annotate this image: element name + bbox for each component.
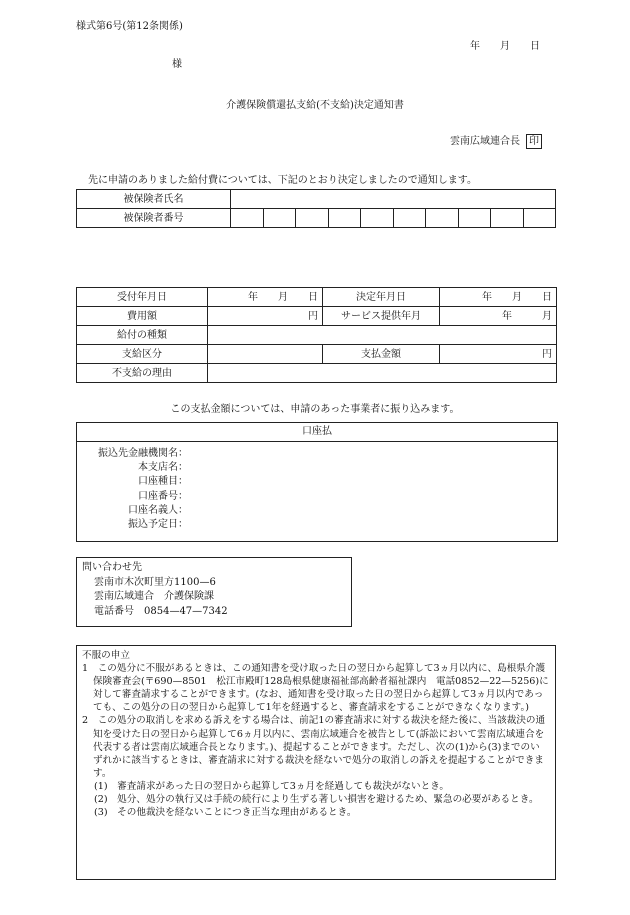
number-cell bbox=[523, 209, 556, 228]
number-cell bbox=[458, 209, 491, 228]
contact-address: 雲南市木次町里方1100—6 bbox=[94, 576, 216, 588]
insured-number-label: 被保険者番号 bbox=[77, 209, 231, 228]
date-line: 年 月 日 bbox=[470, 41, 540, 52]
account-field-holder: 口座名義人： bbox=[128, 504, 188, 516]
number-cell bbox=[491, 209, 524, 228]
number-cell bbox=[426, 209, 459, 228]
payment-amount-value: 円 bbox=[440, 345, 557, 364]
contact-title: 問い合わせ先 bbox=[82, 562, 142, 573]
nonpay-reason-label: 不支給の理由 bbox=[77, 364, 208, 383]
seal-stamp: 印 bbox=[526, 134, 542, 149]
account-fields bbox=[83, 447, 188, 532]
appeal-title: 不服の申立 bbox=[82, 650, 130, 661]
account-box bbox=[76, 422, 558, 542]
nonpay-reason-value bbox=[208, 364, 557, 383]
document-title: 介護保険償還払支給(不支給)決定通知書 bbox=[226, 100, 404, 111]
issuer-name: 雲南広域連合長 bbox=[450, 136, 520, 147]
appeal-box bbox=[76, 645, 556, 880]
appeal-paragraph-2: 2 この処分の取消しを求める訴えをする場合は、前記1の審査請求に対する裁決を経た後に、当該裁決の通知を受けた日の翌日から起算して6ヵ月以内に、雲南広域連合を被告として(訴訟において雲南広域連合を代表する者は雲南広域連合長となります。)、提起することができます。ただし、次の(1)から(3)までのいずれかに該当するときは、審査請求に対する裁決を経ないで処分の取消しの訴えを提起することができます。 bbox=[82, 715, 546, 779]
contact-box bbox=[76, 557, 352, 627]
payment-amount-label: 支払金額 bbox=[323, 345, 440, 364]
decided-date-value: 年 月 日 bbox=[440, 288, 557, 307]
cost-value: 円 bbox=[208, 307, 323, 326]
transfer-note: この支払金額については、申請のあった事業者に振り込みます。 bbox=[170, 404, 460, 415]
number-cell bbox=[361, 209, 394, 228]
account-field-number: 口座番号： bbox=[138, 490, 188, 502]
intro-text: 先に申請のありました給付費については、下記のとおり決定しましたので通知します。 bbox=[88, 175, 477, 186]
decided-date-label: 決定年月日 bbox=[323, 288, 440, 307]
appeal-item-3: (3) その他裁決を経ないことにつき正当な理由があるとき。 bbox=[94, 807, 357, 819]
decision-table bbox=[76, 287, 557, 383]
received-date-label: 受付年月日 bbox=[77, 288, 208, 307]
service-month-label: サービス提供年月 bbox=[323, 307, 440, 326]
insured-table bbox=[76, 189, 556, 228]
payment-class-label: 支給区分 bbox=[77, 345, 208, 364]
issuer-line bbox=[450, 134, 542, 149]
account-field-date: 振込予定日： bbox=[128, 519, 188, 531]
payment-class-value bbox=[208, 345, 323, 364]
number-cell bbox=[296, 209, 329, 228]
insured-number-row bbox=[77, 209, 556, 228]
account-header: 口座払 bbox=[77, 423, 557, 442]
number-cell bbox=[328, 209, 361, 228]
account-field-type: 口座種目： bbox=[138, 476, 188, 488]
contact-department: 雲南広域連合 介護保険課 bbox=[94, 591, 214, 602]
service-month-value: 年 月 bbox=[440, 307, 557, 326]
number-cell bbox=[263, 209, 296, 228]
account-field-branch: 本支店名： bbox=[138, 462, 188, 474]
addressee-suffix: 様 bbox=[172, 59, 182, 70]
cost-label: 費用額 bbox=[77, 307, 208, 326]
appeal-item-2: (2) 処分、処分の執行又は手続の続行により生ずる著しい損害を避けるため、緊急の必要があるとき。 bbox=[94, 794, 539, 806]
benefit-type-value bbox=[208, 326, 557, 345]
benefit-type-label: 給付の種類 bbox=[77, 326, 208, 345]
account-field-bank: 振込先金融機関名： bbox=[98, 448, 188, 459]
form-number: 様式第6号(第12条関係) bbox=[76, 21, 183, 32]
received-date-value: 年 月 日 bbox=[208, 288, 323, 307]
number-cell bbox=[231, 209, 264, 228]
insured-name-value bbox=[231, 190, 556, 209]
contact-phone: 電話番号 0854—47—7342 bbox=[94, 605, 228, 617]
number-cell bbox=[393, 209, 426, 228]
appeal-paragraph-1: 1 この処分に不服があるときは、この通知書を受け取った日の翌日から起算して3ヵ月以内に、島根県介護保険審査会(〒690—8501 松江市殿町128島根県健康福祉部高齢者福祉課内 電話0852—22—5256)に対して審査請求することができます。(なお、通知書を受け取った日の翌日から起算して3ヵ月以内であっても、この処分の日の翌日から起算して1年を経過すると、審査請求をすることができなくなります。) bbox=[82, 663, 549, 714]
appeal-item-1: (1) 審査請求があった日の翌日から起算して3ヵ月を経過しても裁決がないとき。 bbox=[94, 780, 449, 792]
insured-name-label: 被保険者氏名 bbox=[77, 190, 231, 209]
